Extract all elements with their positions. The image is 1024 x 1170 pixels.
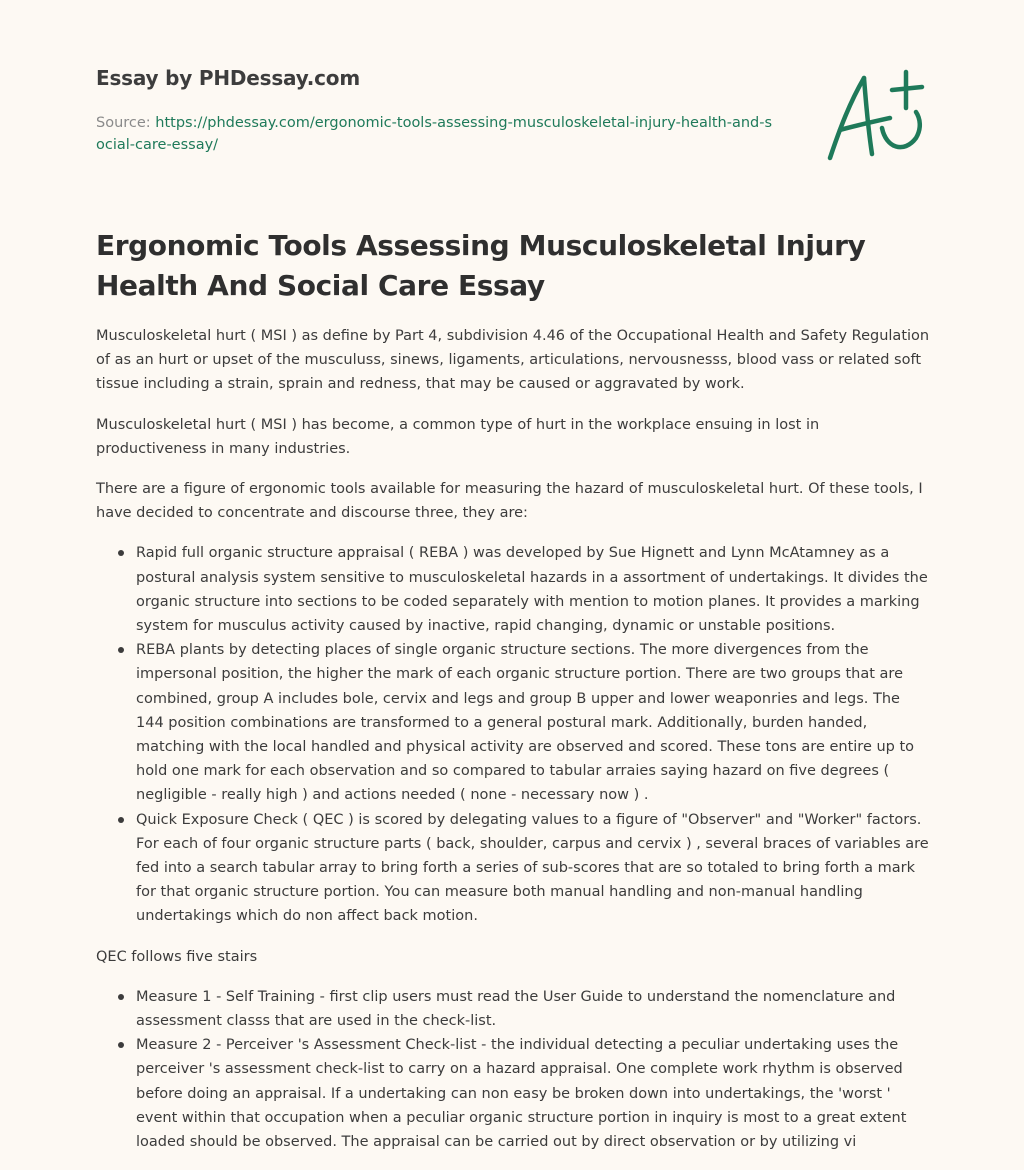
essay-body (96, 324, 932, 1170)
list-item: Measure 2 - Perceiver 's Assessment Check-list - the individual detecting a peculiar undertaking uses the perceiver 's assessment check-list to carry on a hazard appraisal. One complete work rhythm is observed before doing an appraisal. If a undertaking can non easy be broken down into undertakings, the 'worst ' event within that occupation when a peculiar organic structure portion in inquiry is most to a great extent loaded should be observed. The appraisal can be carried out by direct observation or by utilizing vi (136, 1033, 932, 1154)
source-line (96, 112, 776, 156)
paragraph: There are a figure of ergonomic tools available for measuring the hazard of musculoskeletal hurt. Of these tools, I have decided to concentrate and discourse three, they are: (96, 481, 923, 522)
source-label: Source: (96, 115, 151, 131)
list-item: Rapid full organic structure appraisal ( REBA ) was developed by Sue Hignett and Lynn McAtamney as a postural analysis system sensitive to musculoskeletal hazards in a assortment of undertakings. It divides the organic structure into sections to be coded separately with mention to motion planes. It provides a marking system for musculus activity caused by inactive, rapid changing, dynamic or unstable positions. (136, 541, 932, 638)
list-item: REBA plants by detecting places of single organic structure sections. The more divergences from the impersonal position, the higher the mark of each organic structure portion. There are two groups that are combined, group A includes bole, cervix and legs and group B upper and lower weaponries and legs. The 144 position combinations are transformed to a general postural mark. Additionally, burden handed, matching with the local handled and physical activity are observed and scored. These tons are entire up to hold one mark for each observation and so compared to tabular arraies saying hazard on five degrees ( negligible - really high ) and actions needed ( none - necessary now ) . (136, 638, 932, 807)
list-item: Measure 1 - Self Training - first clip users must read the User Guide to understand the nomenclature and assessment classs that are used in the check-list. (136, 985, 932, 1033)
a-plus-grade-logo-icon (824, 68, 928, 164)
source-link[interactable]: https://phdessay.com/ergonomic-tools-assessing-musculoskeletal-injury-health-and-social-care-essay/ (96, 115, 773, 153)
paragraph: Musculoskeletal hurt ( MSI ) as define by Part 4, subdivision 4.46 of the Occupational Health and Safety Regulation of as an hurt or upset of the musculuss, sinews, ligaments, articulations, nervousnesss, blood vass or related soft tissue including a strain, sprain and redness, that may be caused or aggravated by work. (96, 328, 930, 393)
site-title: Essay by PHDessay.com (96, 66, 360, 90)
qec-steps-list (96, 985, 932, 1154)
paragraph: QEC follows five stairs (96, 948, 258, 965)
paragraph: Musculoskeletal hurt ( MSI ) has become, a common type of hurt in the workplace ensuing in lost in productiveness in many industries. (96, 416, 820, 457)
essay-title: Ergonomic Tools Assessing Musculoskeletal Injury Health And Social Care Essay (96, 229, 866, 302)
list-item: Quick Exposure Check ( QEC ) is scored by delegating values to a figure of "Observer" and "Worker" factors. For each of four organic structure parts ( back, shoulder, carpus and cervix ) , several braces of variables are fed into a search tabular array to bring forth a series of sub-scores that are so totaled to bring forth a mark for that organic structure portion. You can measure both manual handling and non-manual handling undertakings which do non affect back motion. (136, 808, 932, 929)
tools-list (96, 541, 932, 928)
